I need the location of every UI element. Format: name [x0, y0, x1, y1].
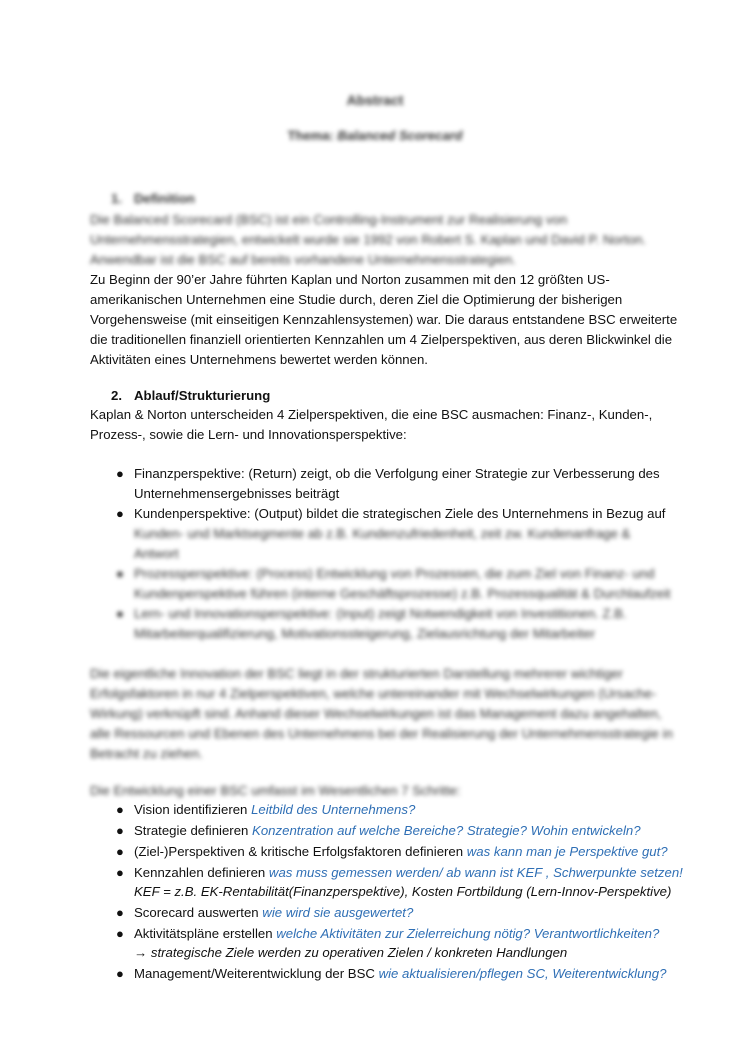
step-dot: ● — [116, 844, 124, 859]
section1-number: 1. — [111, 191, 122, 206]
section1-heading: Definition — [134, 191, 195, 206]
bullet-dot: ● — [116, 566, 124, 581]
step-dot: ● — [116, 966, 124, 981]
step-dot: ● — [116, 905, 124, 920]
section2-intro-line: Prozess-, sowie die Lern- und Innovationsperspektive: — [90, 427, 407, 442]
bullet-line: Lern- und Innovationsperspektive: (Input) zeigt Notwendigkeit von Investitionen. Z.B. — [134, 606, 627, 621]
step-note: Leitbild des Unternehmens? — [251, 802, 416, 817]
section2-heading: Ablauf/Strukturierung — [134, 388, 271, 403]
step-text: (Ziel-)Perspektiven & kritische Erfolgsfaktoren definieren — [134, 844, 464, 859]
step-note: wie aktualisieren/pflegen SC, Weiterentwicklung? — [378, 966, 667, 981]
paragraph-line: Die eigentliche Innovation der BSC liegt in der strukturierten Darstellung mehrerer wichtiger — [90, 666, 623, 681]
bullet-line: Mitarbeiterqualifizierung, Motivationssteigerung, Zielausrichtung der Mitarbeiter — [134, 626, 596, 641]
kef-line: KEF = z.B. EK-Rentabilität(Finanzperspektive), Kosten Fortbildung (Lern-Innov-Perspektive) — [134, 884, 672, 899]
document-title: Abstract — [346, 92, 404, 108]
step-note: was kann man je Perspektive gut? — [466, 844, 668, 859]
step-text: Kennzahlen definieren — [134, 865, 266, 880]
step-note: welche Aktivitäten zur Zielerreichung nötig? Verantwortlichkeiten? — [276, 926, 660, 941]
section1-blurred-line: Unternehmensstrategien, entwickelt wurde sie 1992 von Robert S. Kaplan und David P. Norton. — [90, 232, 647, 247]
bullet-line: Prozessperspektive: (Process) Entwicklung von Prozessen, die zum Ziel von Finanz- und — [134, 566, 655, 581]
theme-value: Balanced Scorecard — [337, 128, 463, 143]
step-text: Aktivitätspläne erstellen — [134, 926, 273, 941]
step-item — [134, 842, 668, 862]
step-dot: ● — [116, 802, 124, 817]
step-dot: ● — [116, 865, 124, 880]
step-text: Strategie definieren — [134, 823, 249, 838]
step-note: was muss gemessen werden/ ab wann ist KEF , Schwerpunkte setzen! — [268, 865, 683, 880]
step-item — [134, 903, 413, 923]
bullet-line: Unternehmensergebnisses beiträgt — [134, 486, 340, 501]
steps-intro: Die Entwicklung einer BSC umfasst im Wesentlichen 7 Schritte: — [90, 783, 461, 798]
step-text: Management/Weiterentwicklung der BSC — [134, 966, 375, 981]
bullet-line: Kundenperspektive führen (interne Geschäftsprozesse) z.B. Prozessqualität & Durchlaufzeit — [134, 586, 671, 601]
theme-label: Thema: — [287, 128, 334, 143]
section1-text-line: Aktivitäten eines Unternehmens bewertet werden können. — [90, 352, 428, 367]
section1-text-line: Vorgehensweise (mit einseitigen Kennzahlensystemen) war. Die daraus entstandene BSC erweiterte — [90, 312, 678, 327]
step-note: wie wird sie ausgewertet? — [262, 905, 414, 920]
section2-intro-line: Kaplan & Norton unterscheiden 4 Zielperspektiven, die eine BSC ausmachen: Finanz-, Kunden-, — [90, 407, 653, 422]
paragraph-line: alle Ressourcen und Ebenen des Unternehmens bei der Realisierung der Unternehmensstrategie in — [90, 726, 673, 741]
document-theme — [0, 126, 750, 146]
section2-number: 2. — [111, 388, 122, 403]
section1-blurred-line: Anwendbar ist die BSC auf bereits vorhandene Unternehmensstrategien. — [90, 252, 516, 267]
paragraph-line: Betracht zu ziehen. — [90, 746, 203, 761]
step-item — [134, 821, 641, 841]
step-item — [134, 964, 666, 984]
bullet-dot: ● — [116, 506, 124, 521]
bullet-line: Kundenperspektive: (Output) bildet die strategischen Ziele des Unternehmens in Bezug auf — [134, 506, 666, 521]
bullet-line: Kunden- und Marktsegmente ab z.B. Kundenzufriedenheit, zeit zw. Kundenanfrage & — [134, 526, 631, 541]
bullet-dot: ● — [116, 606, 124, 621]
section1-text-line: amerikanischen Unternehmen eine Studie durch, deren Ziel die Optimierung der bisherigen — [90, 292, 623, 307]
step-item — [134, 863, 683, 883]
section1-text-line: Zu Beginn der 90’er Jahre führten Kaplan und Norton zusammen mit den 12 größten US- — [90, 272, 610, 287]
paragraph-line: Erfolgsfaktoren in nur 4 Zielperspektiven, welche untereinander mit Wechselwirkungen (Ursache- — [90, 686, 657, 701]
arrow-line — [134, 943, 567, 963]
arrow-right-icon: → — [134, 945, 148, 960]
step-text: Scorecard auswerten — [134, 905, 259, 920]
bullet-line: Antwort — [134, 546, 179, 561]
step-item — [134, 924, 659, 944]
bullet-dot: ● — [116, 466, 124, 481]
step-dot: ● — [116, 926, 124, 941]
section1-blurred-line: Die Balanced Scorecard (BSC) ist ein Controlling-Instrument zur Realisierung von — [90, 212, 568, 227]
arrow-line-text: strategische Ziele werden zu operativen Zielen / konkreten Handlungen — [150, 945, 568, 960]
step-item — [134, 800, 415, 820]
step-note: Konzentration auf welche Bereiche? Strategie? Wohin entwickeln? — [252, 823, 641, 838]
step-dot: ● — [116, 823, 124, 838]
section1-text-line: die traditionellen finanziell orientierten Kennzahlen um 4 Zielperspektiven, aus deren Blickwinkel die — [90, 332, 673, 347]
step-text: Vision identifizieren — [134, 802, 248, 817]
paragraph-line: Wirkung) verknüpft sind. Anhand dieser Wechselwirkungen ist das Management dazu angehalten, — [90, 706, 662, 721]
bullet-line: Finanzperspektive: (Return) zeigt, ob die Verfolgung einer Strategie zur Verbesserung des — [134, 466, 660, 481]
